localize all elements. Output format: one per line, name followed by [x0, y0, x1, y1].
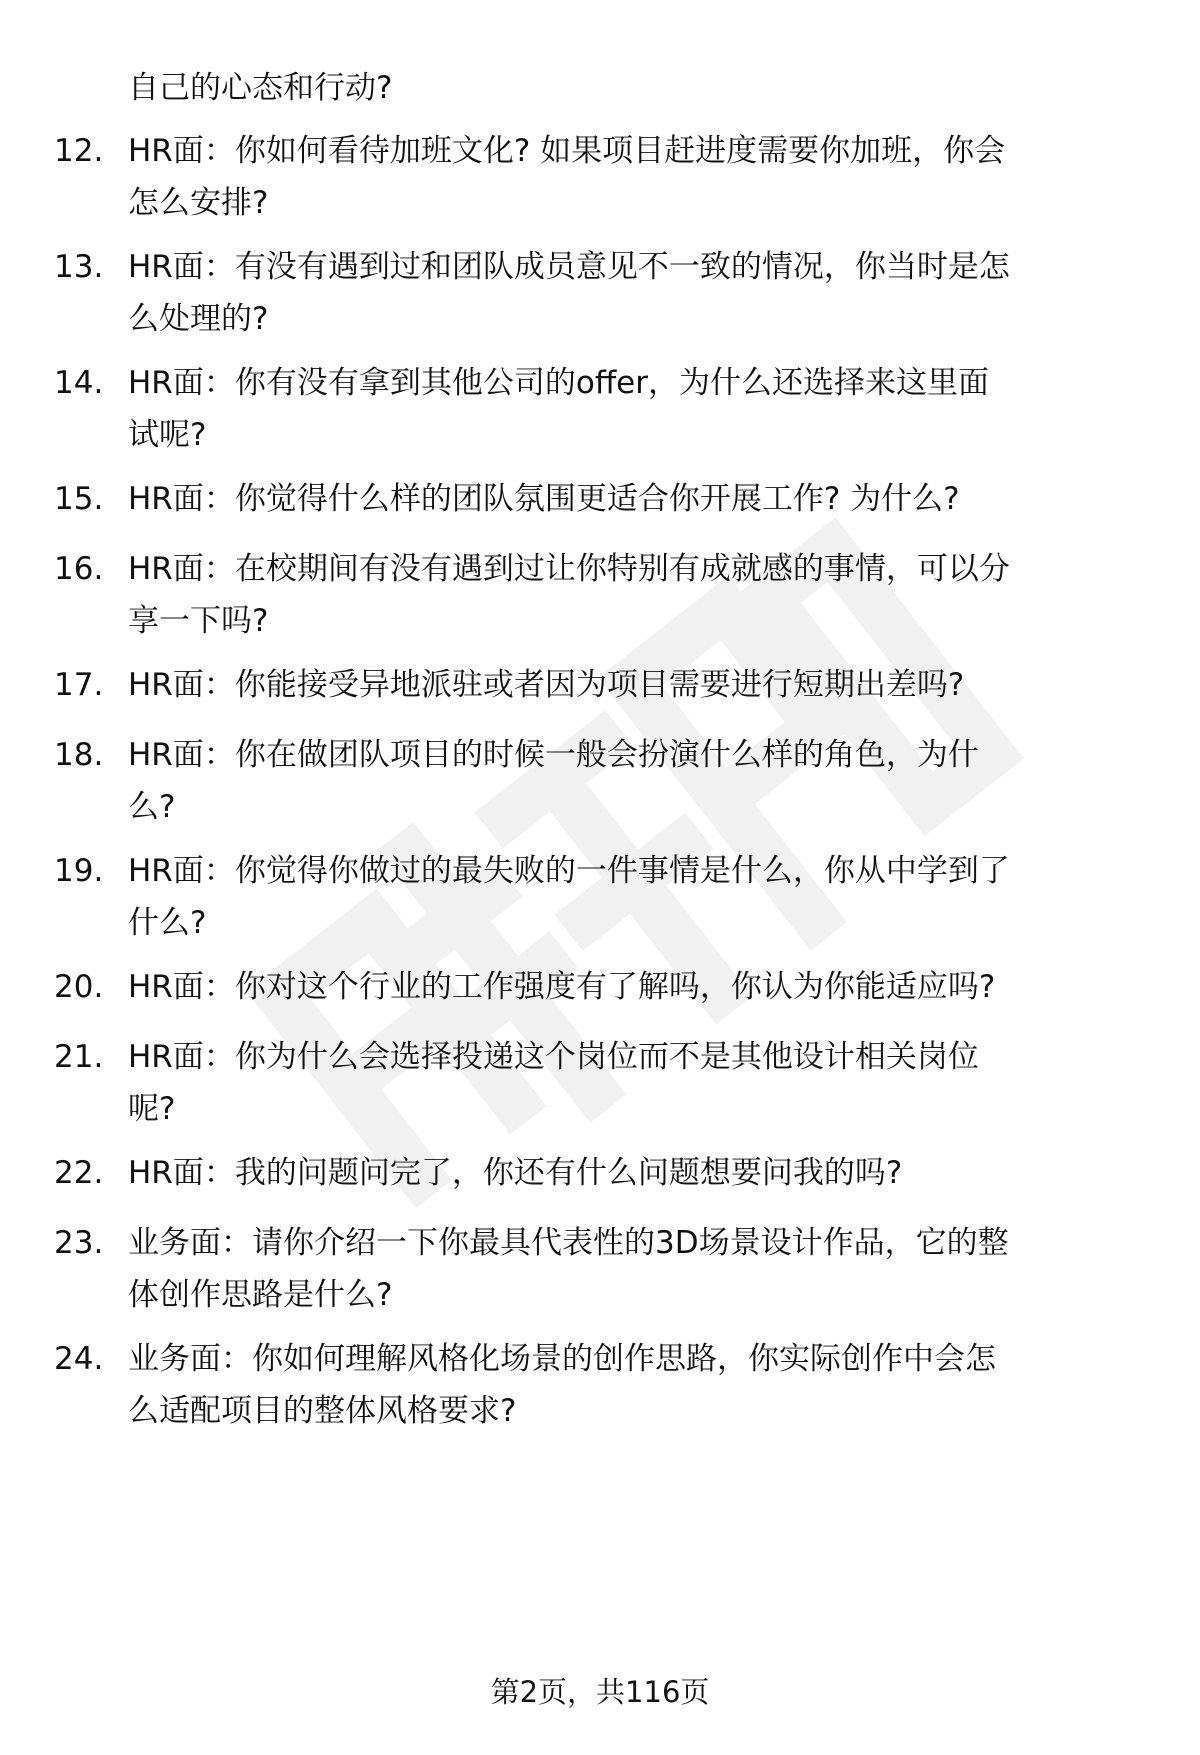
question-text-line: 享一下吗?: [128, 603, 269, 639]
question-number: 12.: [54, 133, 104, 169]
question-number: 13.: [54, 249, 104, 285]
question-text-line: HR面：你觉得你做过的最失败的一件事情是什么，你从中学到了: [128, 853, 1010, 889]
question-text: [128, 543, 1158, 647]
question-text: [128, 125, 1158, 229]
question-text-line: 么处理的?: [128, 301, 269, 337]
question-text: [128, 961, 1158, 1013]
question-text-line: 试呢?: [128, 417, 207, 453]
question-text-line: HR面：你在做团队项目的时候一般会扮演什么样的角色，为什: [128, 737, 979, 773]
question-text-line: 什么?: [128, 905, 207, 941]
question-number: 16.: [54, 551, 104, 587]
page-footer: 第2页，共116页: [490, 1675, 710, 1709]
question-text-line: HR面：你有没有拿到其他公司的offer，为什么还选择来这里面: [128, 365, 989, 401]
question-text: [128, 729, 1158, 833]
question-text: [128, 1031, 1158, 1135]
question-number: 20.: [54, 969, 104, 1005]
question-text: [128, 1333, 1158, 1437]
question-text-line: HR面：有没有遇到过和团队成员意见不一致的情况，你当时是怎: [128, 249, 1010, 285]
question-text-line: HR面：我的问题问完了，你还有什么问题想要问我的吗?: [128, 1155, 903, 1191]
question-text-line: HR面：你对这个行业的工作强度有了解吗，你认为你能适应吗?: [128, 969, 996, 1005]
question-number: 18.: [54, 737, 104, 773]
question-text-line: 体创作思路是什么?: [128, 1277, 393, 1313]
question-number: 19.: [54, 853, 104, 889]
question-text-line: HR面：你能接受异地派驻或者因为项目需要进行短期出差吗?: [128, 667, 965, 703]
question-text: [128, 659, 1158, 711]
question-text-line: HR面：在校期间有没有遇到过让你特别有成就感的事情，可以分: [128, 551, 1010, 587]
question-text-line: 怎么安排?: [128, 185, 269, 221]
question-text: [128, 845, 1158, 949]
question-number: 14.: [54, 365, 104, 401]
question-number: 15.: [54, 481, 104, 517]
question-number: 21.: [54, 1039, 104, 1075]
question-text-line: 业务面：请你介绍一下你最具代表性的3D场景设计作品，它的整: [128, 1225, 1009, 1261]
question-text: [128, 1217, 1158, 1321]
question-text: [128, 473, 1158, 525]
continuation-text: 自己的心态和行动?: [128, 70, 393, 106]
question-text-line: HR面：你如何看待加班文化? 如果项目赶进度需要你加班，你会: [128, 133, 1006, 169]
question-text-line: 么?: [128, 789, 176, 825]
question-text-line: 呢?: [128, 1091, 176, 1127]
question-text: [128, 241, 1158, 345]
question-number: 22.: [54, 1155, 104, 1191]
question-text: [128, 357, 1158, 461]
question-number: 17.: [54, 667, 104, 703]
question-number: 23.: [54, 1225, 104, 1261]
question-text: [128, 1147, 1158, 1199]
question-number: 24.: [54, 1341, 104, 1377]
question-text-line: HR面：你为什么会选择投递这个岗位而不是其他设计相关岗位: [128, 1039, 979, 1075]
question-text-line: 业务面：你如何理解风格化场景的创作思路，你实际创作中会怎: [128, 1341, 996, 1377]
question-text-line: 么适配项目的整体风格要求?: [128, 1393, 517, 1429]
question-text-line: HR面：你觉得什么样的团队氛围更适合你开展工作? 为什么?: [128, 481, 960, 517]
